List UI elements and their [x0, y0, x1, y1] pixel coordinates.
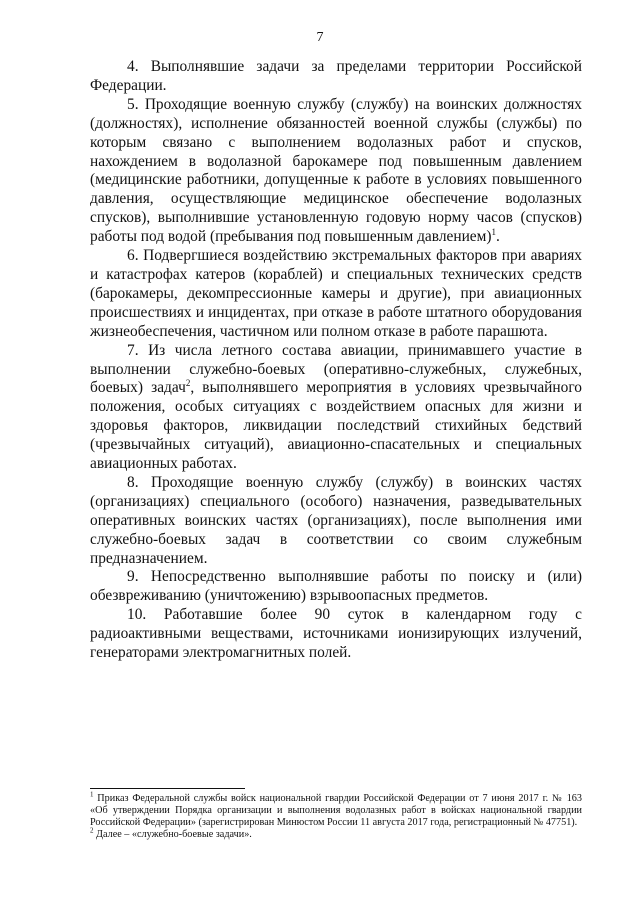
paragraph-item-8: 8. Проходящие военную службу (службу) в воинских частях (организациях) специального (особого) назначения, разведывательных оперативных воинских частях (организациях), после выполнения ими служебно-боевых задач в соответствии со своим служебным предназначением. — [90, 473, 582, 567]
paragraph-item-5: 5. Проходящие военную службу (службу) на воинских должностях (должностях), исполнение обязанностей военной службы (службы) по которым связано с выполнением водолазных работ и спусков, нахождением в водолазной барокамере под повышенным давлением (медицинские работники, допущенные к работе в условиях повышенного давления, осуществляющие медицинское обеспечение водолазных спусков), выполнившие установленную годовую норму часов (спусков) работы под водой (пребывания под повышенным давлением)$^1$. — [90, 95, 582, 246]
footnote-ref-2[interactable]: 2 — [185, 378, 191, 389]
paragraph-item-10: 10. Работавшие более 90 суток в календарном году с радиоактивными веществами, источниками ионизирующих излучений, генераторами электромагнитных полей. — [90, 606, 582, 662]
page-number: 7 — [316, 30, 324, 45]
body-text — [90, 58, 582, 663]
footnotes — [90, 790, 582, 841]
paragraph-item-6: 6. Подвергшиеся воздействию экстремальных факторов при авариях и катастрофах катеров (кораблей) и специальных технических средств (барокамеры, декомпрессионные камеры и другие), при авиационных происшествиях и инцидентах, при отказе в работе штатного оборудования жизнеобеспечения, частичном или полном отказе в работе парашюта. — [90, 247, 582, 340]
footnote-divider — [90, 788, 245, 789]
footnote-mark-1: 1 — [90, 790, 94, 799]
footnote-mark-2: 2 — [90, 826, 94, 835]
footnote-2: $^2$ Далее – «служебно-боевые задачи». — [90, 826, 252, 841]
footnote-1: $^1$ Приказ Федеральной службы войск национальной гвардии Российской Федерации от 7 июня 2017 г. № 163 «Об утверждении Порядка организации и выполнения водолазных работ в войсках национальной гвардии Российской Федерации» (зарегистрирован Минюстом России 11 августа 2017 года, регистрационный № 47751). — [90, 790, 582, 829]
paragraph-item-7: 7. Из числа летного состава авиации, принимавшего участие в выполнении служебно-боевых (оперативно-служебных, служебных, боевых) задач$^2$, выполнявшего мероприятия в условиях чрезвычайного положения, особых ситуациях с воздействием опасных для жизни и здоровья факторов, ликвидации последствий стихийных бедствий (чрезвычайных ситуаций), авиационно-спасательных и специальных авиационных работах. — [90, 341, 582, 473]
footnote-ref-1[interactable]: 1 — [491, 227, 497, 238]
paragraph-item-4: 4. Выполнявшие задачи за пределами территории Российской Федерации. — [90, 58, 582, 94]
paragraph-item-9: 9. Непосредственно выполнявшие работы по поиску и (или) обезвреживанию (уничтожению) взрывоопасных предметов. — [90, 568, 582, 605]
